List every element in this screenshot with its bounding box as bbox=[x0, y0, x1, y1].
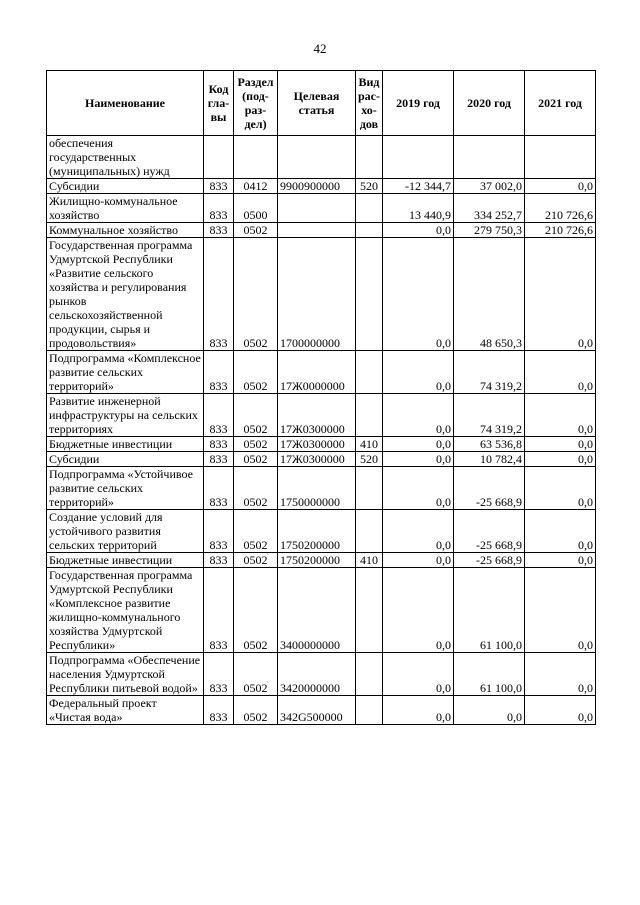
table-row bbox=[47, 510, 596, 553]
row-2021: 0,0 bbox=[525, 238, 596, 351]
row-2019: 0,0 bbox=[383, 510, 454, 553]
row-type bbox=[356, 194, 383, 223]
table-row bbox=[47, 394, 596, 437]
row-section: 0502 bbox=[234, 452, 278, 467]
row-name: Субсидии bbox=[47, 452, 204, 467]
row-type bbox=[356, 238, 383, 351]
row-type bbox=[356, 696, 383, 725]
row-type: 520 bbox=[356, 452, 383, 467]
row-2020: 10 782,4 bbox=[454, 452, 525, 467]
row-2019 bbox=[383, 136, 454, 179]
row-target: 1750200000 bbox=[278, 510, 356, 553]
row-2019: 0,0 bbox=[383, 238, 454, 351]
row-code: 833 bbox=[204, 223, 234, 238]
row-code: 833 bbox=[204, 437, 234, 452]
row-code: 833 bbox=[204, 351, 234, 394]
table-row bbox=[47, 452, 596, 467]
table-row bbox=[47, 238, 596, 351]
row-2019: 0,0 bbox=[383, 553, 454, 568]
row-section bbox=[234, 136, 278, 179]
row-name: Федеральный проект «Чистая вода» bbox=[47, 696, 204, 725]
row-2021: 0,0 bbox=[525, 394, 596, 437]
row-name: обеспечения государственных (муниципальных) нужд bbox=[47, 136, 204, 179]
row-type bbox=[356, 568, 383, 653]
row-target: 342G500000 bbox=[278, 696, 356, 725]
row-2019: 0,0 bbox=[383, 452, 454, 467]
row-target: 17Ж0300000 bbox=[278, 394, 356, 437]
row-target: 9900900000 bbox=[278, 179, 356, 194]
row-code: 833 bbox=[204, 653, 234, 696]
row-code: 833 bbox=[204, 452, 234, 467]
table-row bbox=[47, 179, 596, 194]
row-code: 833 bbox=[204, 568, 234, 653]
table-row bbox=[47, 223, 596, 238]
row-2019: 0,0 bbox=[383, 437, 454, 452]
row-name: Бюджетные инвестиции bbox=[47, 553, 204, 568]
row-type bbox=[356, 394, 383, 437]
table-row bbox=[47, 467, 596, 510]
row-2021: 0,0 bbox=[525, 653, 596, 696]
row-2021: 0,0 bbox=[525, 467, 596, 510]
row-type bbox=[356, 510, 383, 553]
row-code: 833 bbox=[204, 696, 234, 725]
row-2020: -25 668,9 bbox=[454, 467, 525, 510]
header-2021: 2021 год bbox=[525, 71, 596, 136]
header-2019: 2019 год bbox=[383, 71, 454, 136]
row-target: 3400000000 bbox=[278, 568, 356, 653]
row-2019: 0,0 bbox=[383, 467, 454, 510]
row-2021: 0,0 bbox=[525, 437, 596, 452]
row-section: 0502 bbox=[234, 696, 278, 725]
header-2020: 2020 год bbox=[454, 71, 525, 136]
row-name: Субсидии bbox=[47, 179, 204, 194]
row-2019: -12 344,7 bbox=[383, 179, 454, 194]
row-type bbox=[356, 653, 383, 696]
row-2020: 61 100,0 bbox=[454, 653, 525, 696]
row-target: 17Ж0000000 bbox=[278, 351, 356, 394]
row-2021: 0,0 bbox=[525, 696, 596, 725]
row-2019: 0,0 bbox=[383, 696, 454, 725]
row-section: 0412 bbox=[234, 179, 278, 194]
row-section: 0502 bbox=[234, 351, 278, 394]
row-2020: 0,0 bbox=[454, 696, 525, 725]
row-code: 833 bbox=[204, 510, 234, 553]
row-2021: 0,0 bbox=[525, 452, 596, 467]
row-2019: 0,0 bbox=[383, 653, 454, 696]
table-row bbox=[47, 653, 596, 696]
row-code: 833 bbox=[204, 194, 234, 223]
row-code bbox=[204, 136, 234, 179]
row-2021: 210 726,6 bbox=[525, 223, 596, 238]
row-target: 3420000000 bbox=[278, 653, 356, 696]
row-name: Подпрограмма «Обеспечение населения Удмуртской Республики питьевой водой» bbox=[47, 653, 204, 696]
header-section: Раздел (под- раз- дел) bbox=[234, 71, 278, 136]
row-target: 1700000000 bbox=[278, 238, 356, 351]
row-section: 0502 bbox=[234, 238, 278, 351]
row-2019: 0,0 bbox=[383, 394, 454, 437]
row-2020: -25 668,9 bbox=[454, 553, 525, 568]
row-type: 410 bbox=[356, 437, 383, 452]
row-type bbox=[356, 136, 383, 179]
row-section: 0502 bbox=[234, 510, 278, 553]
page-number: 42 bbox=[313, 41, 327, 56]
row-2020: 74 319,2 bbox=[454, 394, 525, 437]
row-target bbox=[278, 223, 356, 238]
row-type: 410 bbox=[356, 553, 383, 568]
row-2019: 0,0 bbox=[383, 351, 454, 394]
row-2020 bbox=[454, 136, 525, 179]
table-row bbox=[47, 194, 596, 223]
table-row bbox=[47, 136, 596, 179]
row-2020: 279 750,3 bbox=[454, 223, 525, 238]
row-section: 0502 bbox=[234, 437, 278, 452]
table-row bbox=[47, 568, 596, 653]
row-2020: 37 002,0 bbox=[454, 179, 525, 194]
row-section: 0502 bbox=[234, 394, 278, 437]
row-name: Жилищно-коммунальное хозяйство bbox=[47, 194, 204, 223]
budget-table bbox=[46, 70, 596, 725]
row-section: 0502 bbox=[234, 223, 278, 238]
row-2019: 0,0 bbox=[383, 568, 454, 653]
row-name: Коммунальное хозяйство bbox=[47, 223, 204, 238]
row-name: Бюджетные инвестиции bbox=[47, 437, 204, 452]
table-row bbox=[47, 553, 596, 568]
row-code: 833 bbox=[204, 394, 234, 437]
table-header-row bbox=[47, 71, 596, 136]
row-code: 833 bbox=[204, 467, 234, 510]
row-2020: 334 252,7 bbox=[454, 194, 525, 223]
header-target: Целевая статья bbox=[278, 71, 356, 136]
row-2021: 210 726,6 bbox=[525, 194, 596, 223]
row-section: 0502 bbox=[234, 653, 278, 696]
row-section: 0502 bbox=[234, 553, 278, 568]
row-code: 833 bbox=[204, 238, 234, 351]
row-2020: 48 650,3 bbox=[454, 238, 525, 351]
row-name: Государственная программа Удмуртской Республики «Комплексное развитие жилищно-коммунального хозяйства Удмуртской Республики» bbox=[47, 568, 204, 653]
row-code: 833 bbox=[204, 179, 234, 194]
row-name: Развитие инженерной инфраструктуры на сельских территориях bbox=[47, 394, 204, 437]
row-target: 17Ж0300000 bbox=[278, 452, 356, 467]
row-target bbox=[278, 136, 356, 179]
row-2021 bbox=[525, 136, 596, 179]
table-row bbox=[47, 351, 596, 394]
table-row bbox=[47, 696, 596, 725]
row-name: Подпрограмма «Устойчивое развитие сельских территорий» bbox=[47, 467, 204, 510]
row-type bbox=[356, 467, 383, 510]
row-2021: 0,0 bbox=[525, 553, 596, 568]
row-code: 833 bbox=[204, 553, 234, 568]
row-target: 1750200000 bbox=[278, 553, 356, 568]
row-2021: 0,0 bbox=[525, 510, 596, 553]
row-2020: 63 536,8 bbox=[454, 437, 525, 452]
row-section: 0502 bbox=[234, 467, 278, 510]
row-2020: 61 100,0 bbox=[454, 568, 525, 653]
row-2020: 74 319,2 bbox=[454, 351, 525, 394]
row-section: 0502 bbox=[234, 568, 278, 653]
row-2020: -25 668,9 bbox=[454, 510, 525, 553]
row-2021: 0,0 bbox=[525, 351, 596, 394]
row-type bbox=[356, 351, 383, 394]
row-2021: 0,0 bbox=[525, 568, 596, 653]
row-target bbox=[278, 194, 356, 223]
row-section: 0500 bbox=[234, 194, 278, 223]
row-type bbox=[356, 223, 383, 238]
row-type: 520 bbox=[356, 179, 383, 194]
header-code: Код гла- вы bbox=[204, 71, 234, 136]
header-type: Вид рас- хо- дов bbox=[356, 71, 383, 136]
row-2021: 0,0 bbox=[525, 179, 596, 194]
header-name: Наименование bbox=[47, 71, 204, 136]
table-row bbox=[47, 437, 596, 452]
row-target: 17Ж0300000 bbox=[278, 437, 356, 452]
row-2019: 13 440,9 bbox=[383, 194, 454, 223]
row-name: Создание условий для устойчивого развития сельских территорий bbox=[47, 510, 204, 553]
row-name: Подпрограмма «Комплексное развитие сельских территорий» bbox=[47, 351, 204, 394]
row-name: Государственная программа Удмуртской Республики «Развитие сельского хозяйства и регулирования рынков сельскохозяйственной продукции, сырья и продовольствия» bbox=[47, 238, 204, 351]
row-target: 1750000000 bbox=[278, 467, 356, 510]
row-2019: 0,0 bbox=[383, 223, 454, 238]
